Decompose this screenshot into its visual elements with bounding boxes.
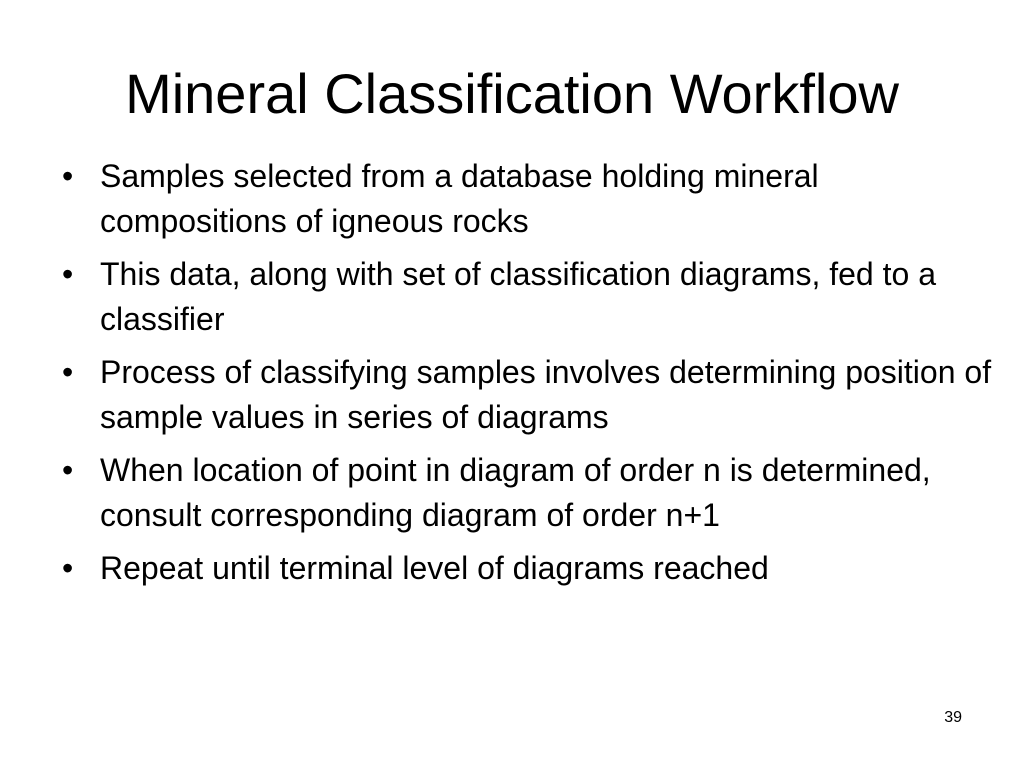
bullet-text: Process of classifying samples involves determining position of sample values in series of diagrams — [100, 354, 992, 435]
bullet-dot-icon: • — [62, 550, 74, 586]
bullet-dot-icon: • — [62, 256, 74, 292]
bullet-text: Samples selected from a database holding mineral compositions of igneous rocks — [100, 158, 819, 239]
slide-number: 39 — [944, 709, 962, 726]
bullet-item — [62, 154, 992, 244]
bullet-item — [62, 252, 992, 342]
bullet-dot-icon: • — [62, 158, 74, 194]
bullet-list — [62, 154, 992, 599]
bullet-text: When location of point in diagram of order n is determined, consult corresponding diagram of order n+1 — [100, 452, 931, 533]
bullet-dot-icon: • — [62, 354, 74, 390]
slide-title: Mineral Classification Workflow — [125, 62, 899, 125]
bullet-text: Repeat until terminal level of diagrams reached — [100, 550, 769, 586]
bullet-item — [62, 448, 992, 538]
bullet-item — [62, 546, 992, 591]
bullet-dot-icon: • — [62, 452, 74, 488]
bullet-text: This data, along with set of classification diagrams, fed to a classifier — [100, 256, 936, 337]
bullet-item — [62, 350, 992, 440]
